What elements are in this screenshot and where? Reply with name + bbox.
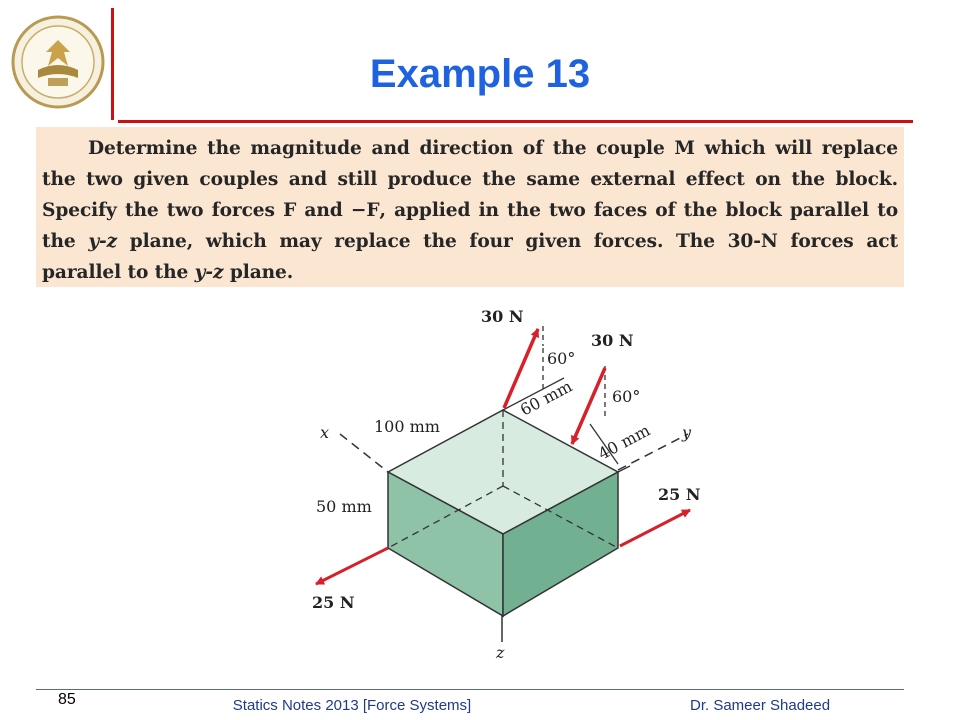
title-horizontal-rule: [118, 120, 913, 123]
force-arrow-25n-left: [316, 548, 388, 584]
force-arrow-30n-right: [572, 368, 605, 444]
problem-statement-box: [36, 127, 904, 287]
force-arrow-25n-right: [620, 510, 690, 546]
problem-statement: Determine the magnitude and direction of the couple M which will replace the two given couples and still produce the same external effect on the block. Specify the two forces F and −F, applied in the two faces of the block parallel to the y-z plane, which may replace the four given forces. The 30-N forces act parallel to the y-z plane.: [42, 138, 899, 283]
slide-title: Example 13: [369, 52, 591, 96]
label-100mm: 100 mm: [374, 417, 440, 436]
label-30n-right: 30 N: [591, 331, 634, 350]
label-30n-left: 30 N: [481, 307, 524, 326]
label-axis-z: z: [496, 643, 505, 662]
footer-course-title: Statics Notes 2013 [Force Systems]: [232, 697, 472, 714]
label-25n-right: 25 N: [658, 485, 701, 504]
label-axis-x: x: [320, 423, 330, 442]
label-50mm: 50 mm: [316, 497, 372, 516]
label-40mm: 40 mm: [594, 420, 654, 464]
x-axis-line: [340, 434, 388, 472]
label-angle-right: 60°: [612, 387, 641, 406]
footer-author: Dr. Sameer Shadeed: [690, 697, 831, 714]
footer-rule: [36, 689, 904, 690]
block-force-diagram: [300, 296, 720, 666]
label-axis-y: y: [682, 423, 692, 442]
page-number: 85: [58, 691, 76, 708]
label-60mm: 60 mm: [516, 376, 576, 420]
label-25n-left: 25 N: [312, 593, 355, 612]
label-angle-left: 60°: [547, 349, 576, 368]
